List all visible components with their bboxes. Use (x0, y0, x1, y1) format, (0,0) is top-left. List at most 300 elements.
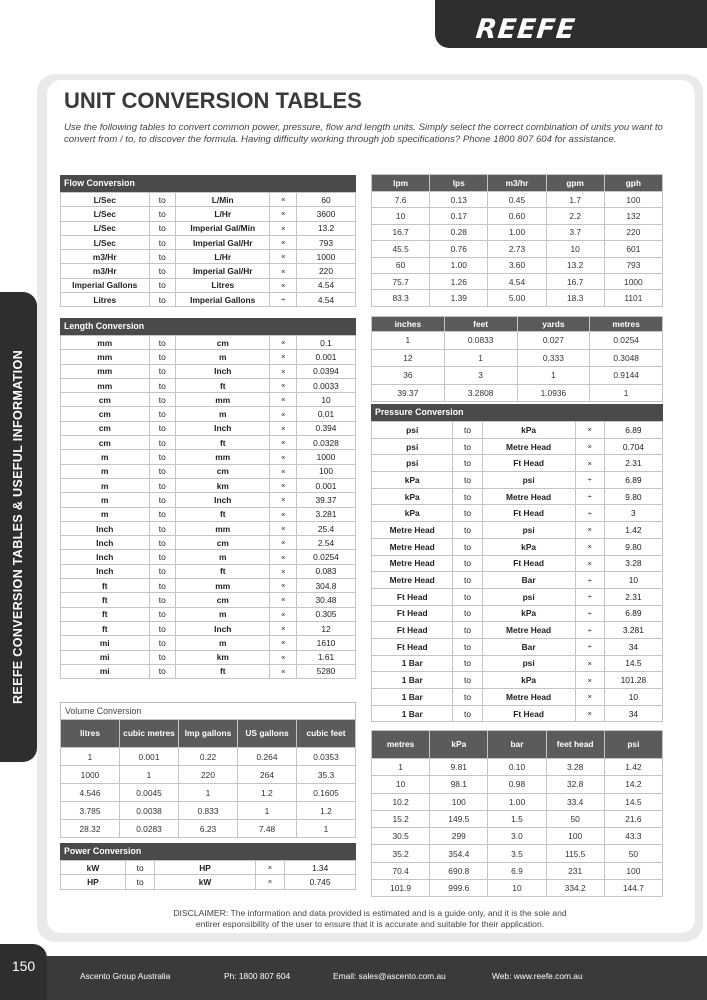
length-conversion-to-word: to (149, 507, 176, 521)
flow-conversion-to-word: to (149, 278, 176, 292)
pressure-conversion-operator: × (575, 538, 604, 555)
power-conversion-from-unit: HP (61, 875, 126, 889)
length-conversion-from-unit: m (61, 507, 150, 521)
page-number: 150 (0, 944, 47, 1000)
length-conversion-to-unit: cm (176, 536, 270, 550)
pressure-equivalents-cell: 3.28 (546, 759, 604, 776)
flow-conversion-to-unit: Litres (176, 278, 270, 292)
length-conversion-to-word: to (149, 364, 176, 378)
pressure-conversion-to-unit: kPa (482, 605, 575, 622)
flow-conversion-to-unit: Imperial Gal/Hr (176, 235, 270, 249)
length-equivalents-cell: 1 (444, 349, 517, 367)
pressure-conversion-to-unit: Bar (482, 638, 575, 655)
length-conversion-operator: × (270, 507, 297, 521)
pressure-equivalents-cell: 334.2 (546, 880, 604, 897)
length-conversion-row (61, 336, 356, 350)
volume-conversion-cell: 0.0283 (120, 820, 179, 838)
length-conversion-row (61, 436, 356, 450)
pressure-conversion-row (372, 638, 663, 655)
pressure-conversion-to-unit: Metre Head (482, 488, 575, 505)
pressure-equivalents-cell: 30.5 (372, 828, 430, 845)
length-conversion-operator: × (270, 336, 297, 350)
pressure-conversion-operator: × (575, 438, 604, 455)
pressure-conversion-to-word: to (453, 638, 482, 655)
length-conversion-factor: 25.4 (296, 521, 355, 535)
power-conversion-to-word: to (125, 875, 155, 889)
length-conversion-factor: 0.394 (296, 421, 355, 435)
flow-rate-equivalents-cell: 0.28 (430, 224, 488, 240)
pressure-conversion-to-unit: Ft Head (482, 555, 575, 572)
length-equivalents-cell: 0.027 (517, 332, 590, 350)
pressure-equivalents-cell: 299 (430, 828, 488, 845)
power-conversion-row (61, 861, 356, 875)
length-conversion-operator: × (270, 579, 297, 593)
pressure-equivalents-cell: 33.4 (546, 793, 604, 810)
length-conversion-to-unit: mm (176, 450, 270, 464)
pressure-conversion-row (372, 505, 663, 522)
length-conversion-from-unit: mm (61, 350, 150, 364)
length-equivalents-cell: 1 (590, 384, 663, 402)
length-conversion-row (61, 378, 356, 392)
length-conversion-to-word: to (149, 664, 176, 678)
pressure-equivalents-cell: 70.4 (372, 862, 430, 879)
power-conversion-from-unit: kW (61, 861, 126, 875)
pressure-conversion-operator: ÷ (575, 472, 604, 489)
length-conversion-factor: 12 (296, 621, 355, 635)
flow-conversion-row (61, 250, 356, 264)
volume-conversion-cell: 1 (179, 784, 238, 802)
length-conversion-factor: 1.61 (296, 650, 355, 664)
flow-rate-equivalents-cell: 220 (604, 224, 662, 240)
length-conversion-row (61, 364, 356, 378)
length-conversion-factor: 1610 (296, 636, 355, 650)
length-conversion-operator: × (270, 621, 297, 635)
pressure-conversion-factor: 3.28 (604, 555, 662, 572)
length-conversion-from-unit: ft (61, 607, 150, 621)
flow-conversion-to-word: to (149, 293, 176, 307)
pressure-conversion-to-unit: Metre Head (482, 689, 575, 706)
pressure-conversion-from-unit: psi (372, 422, 453, 439)
pressure-conversion-to-unit: Ft Head (482, 705, 575, 722)
pressure-equivalents-table (371, 730, 663, 897)
flow-conversion-section (60, 175, 356, 307)
power-conversion-factor: 1.34 (285, 861, 356, 875)
flow-conversion-operator: × (270, 235, 297, 249)
length-conversion-factor: 10 (296, 393, 355, 407)
volume-conversion-cell: 0.1605 (297, 784, 356, 802)
reefe-logo: REEFE (474, 14, 578, 45)
length-conversion-operator: × (270, 636, 297, 650)
pressure-conversion-factor: 34 (604, 705, 662, 722)
pressure-equivalents-cell: 149.5 (430, 810, 488, 827)
pressure-equivalents-cell: 1.5 (488, 810, 546, 827)
flow-rate-equivalents-column-header: lpm (372, 175, 430, 192)
pressure-conversion-to-word: to (453, 455, 482, 472)
length-conversion-from-unit: ft (61, 621, 150, 635)
length-conversion-operator: × (270, 407, 297, 421)
flow-rate-equivalents-cell: 793 (604, 257, 662, 273)
pressure-equivalents-cell: 0.10 (488, 759, 546, 776)
pressure-equivalents-column-header: bar (488, 731, 546, 759)
volume-conversion-cell: 0.0045 (120, 784, 179, 802)
length-conversion-to-unit: mm (176, 579, 270, 593)
pressure-conversion-to-unit: psi (482, 655, 575, 672)
volume-conversion-cell: 264 (238, 766, 297, 784)
flow-conversion-factor: 1000 (296, 250, 355, 264)
length-conversion-operator: × (270, 493, 297, 507)
pressure-equivalents-cell: 9.81 (430, 759, 488, 776)
length-conversion-from-unit: mi (61, 636, 150, 650)
flow-rate-equivalents-cell: 0.17 (430, 208, 488, 224)
pressure-conversion-operator: ÷ (575, 588, 604, 605)
length-equivalents-row (372, 384, 663, 402)
length-equivalents-cell: 36 (372, 367, 445, 385)
length-equivalents-cell: 39.37 (372, 384, 445, 402)
pressure-conversion-section (371, 404, 663, 722)
pressure-conversion-title: Pressure Conversion (371, 404, 663, 421)
flow-conversion-factor: 4.54 (296, 278, 355, 292)
flow-rate-equivalents-cell: 10 (546, 241, 604, 257)
length-conversion-from-unit: m (61, 464, 150, 478)
flow-rate-equivalents-section (371, 174, 663, 307)
pressure-conversion-operator: ÷ (575, 488, 604, 505)
volume-conversion-cell: 1.2 (238, 784, 297, 802)
flow-conversion-from-unit: L/Sec (61, 207, 150, 221)
pressure-conversion-from-unit: Ft Head (372, 605, 453, 622)
length-conversion-to-word: to (149, 621, 176, 635)
volume-conversion-cell: 35.3 (297, 766, 356, 784)
pressure-equivalents-row (372, 793, 663, 810)
pressure-conversion-to-unit: kPa (482, 538, 575, 555)
length-conversion-factor: 304.8 (296, 579, 355, 593)
length-conversion-factor: 39.37 (296, 493, 355, 507)
flow-rate-equivalents-cell: 16.7 (372, 224, 430, 240)
length-conversion-factor: 0.0033 (296, 378, 355, 392)
length-conversion-row (61, 636, 356, 650)
pressure-equivalents-cell: 3.5 (488, 845, 546, 862)
length-equivalents-section (371, 316, 663, 402)
flow-conversion-row (61, 193, 356, 207)
length-conversion-to-word: to (149, 521, 176, 535)
pressure-conversion-from-unit: Ft Head (372, 588, 453, 605)
pressure-conversion-to-word: to (453, 572, 482, 589)
flow-conversion-to-unit: Imperial Gal/Min (176, 221, 270, 235)
length-conversion-factor: 2.54 (296, 536, 355, 550)
pressure-equivalents-cell: 10.2 (372, 793, 430, 810)
pressure-conversion-operator: × (575, 705, 604, 722)
length-conversion-from-unit: cm (61, 393, 150, 407)
length-conversion-row (61, 521, 356, 535)
volume-conversion-column-header: litres (61, 720, 120, 748)
pressure-conversion-row (372, 538, 663, 555)
volume-conversion-cell: 0.833 (179, 802, 238, 820)
pressure-equivalents-column-header: metres (372, 731, 430, 759)
flow-rate-equivalents-cell: 18.3 (546, 290, 604, 306)
pressure-equivalents-cell: 14.5 (604, 793, 662, 810)
flow-rate-equivalents-row (372, 224, 663, 240)
length-conversion-row (61, 664, 356, 678)
pressure-equivalents-cell: 15.2 (372, 810, 430, 827)
volume-conversion-cell: 0.0038 (120, 802, 179, 820)
volume-conversion-column-header: cubic feet (297, 720, 356, 748)
volume-conversion-cell: 0.001 (120, 748, 179, 766)
flow-rate-equivalents-cell: 2.2 (546, 208, 604, 224)
footer-phone: Ph: 1800 807 604 (224, 971, 291, 981)
flow-conversion-to-unit: L/Min (176, 193, 270, 207)
length-conversion-row (61, 350, 356, 364)
flow-conversion-to-unit: L/Hr (176, 207, 270, 221)
length-conversion-to-word: to (149, 636, 176, 650)
pressure-conversion-from-unit: 1 Bar (372, 689, 453, 706)
length-conversion-to-word: to (149, 564, 176, 578)
flow-conversion-to-unit: L/Hr (176, 250, 270, 264)
pressure-equivalents-row (372, 880, 663, 897)
pressure-conversion-operator: ÷ (575, 572, 604, 589)
length-conversion-operator: × (270, 650, 297, 664)
length-conversion-to-unit: m (176, 350, 270, 364)
pressure-equivalents-cell: 101.9 (372, 880, 430, 897)
pressure-conversion-factor: 0.704 (604, 438, 662, 455)
length-conversion-row (61, 421, 356, 435)
flow-rate-equivalents-column-header: m3/hr (488, 175, 546, 192)
flow-rate-equivalents-cell: 601 (604, 241, 662, 257)
pressure-equivalents-row (372, 810, 663, 827)
flow-conversion-operator: × (270, 193, 297, 207)
length-conversion-to-unit: ft (176, 564, 270, 578)
pressure-equivalents-cell: 10 (372, 776, 430, 793)
length-conversion-operator: × (270, 664, 297, 678)
length-conversion-to-unit: Inch (176, 621, 270, 635)
flow-rate-equivalents-cell: 4.54 (488, 273, 546, 289)
length-equivalents-row (372, 349, 663, 367)
pressure-conversion-factor: 10 (604, 689, 662, 706)
footer-bar (47, 956, 707, 1000)
flow-rate-equivalents-cell: 2.73 (488, 241, 546, 257)
pressure-equivalents-cell: 3.0 (488, 828, 546, 845)
pressure-conversion-row (372, 655, 663, 672)
flow-conversion-row (61, 293, 356, 307)
pressure-conversion-from-unit: kPa (372, 472, 453, 489)
length-conversion-row (61, 478, 356, 492)
pressure-conversion-to-unit: Bar (482, 572, 575, 589)
length-conversion-factor: 0.001 (296, 478, 355, 492)
length-conversion-to-word: to (149, 536, 176, 550)
pressure-equivalents-cell: 100 (546, 828, 604, 845)
volume-conversion-title: Volume Conversion (60, 702, 356, 719)
length-equivalents-cell: 1 (372, 332, 445, 350)
length-conversion-to-word: to (149, 464, 176, 478)
disclaimer-text: DISCLAIMER: The information and data provided is estimated and is a guide only, and it is the sole and entirer esponsibility of the user to ensure that it is accurate and suitable for their application. (173, 908, 567, 930)
pressure-conversion-from-unit: kPa (372, 505, 453, 522)
length-conversion-to-unit: Inch (176, 421, 270, 435)
pressure-conversion-from-unit: psi (372, 455, 453, 472)
length-conversion-operator: × (270, 364, 297, 378)
volume-conversion-cell: 1000 (61, 766, 120, 784)
pressure-conversion-operator: ÷ (575, 605, 604, 622)
flow-rate-equivalents-cell: 132 (604, 208, 662, 224)
pressure-equivalents-cell: 35.2 (372, 845, 430, 862)
pressure-conversion-to-word: to (453, 588, 482, 605)
pressure-conversion-row (372, 622, 663, 639)
pressure-conversion-from-unit: psi (372, 438, 453, 455)
length-conversion-to-unit: m (176, 636, 270, 650)
flow-conversion-table (60, 192, 356, 307)
length-conversion-to-unit: km (176, 650, 270, 664)
volume-conversion-cell: 0.22 (179, 748, 238, 766)
length-conversion-operator: × (270, 593, 297, 607)
flow-rate-equivalents-row (372, 273, 663, 289)
length-conversion-to-word: to (149, 593, 176, 607)
length-conversion-factor: 30.48 (296, 593, 355, 607)
length-conversion-to-word: to (149, 393, 176, 407)
length-conversion-from-unit: cm (61, 421, 150, 435)
flow-conversion-to-word: to (149, 193, 176, 207)
length-conversion-to-word: to (149, 579, 176, 593)
flow-conversion-operator: × (270, 264, 297, 278)
pressure-conversion-to-unit: kPa (482, 672, 575, 689)
pressure-conversion-to-word: to (453, 438, 482, 455)
length-conversion-to-unit: m (176, 550, 270, 564)
length-equivalents-column-header: feet (444, 317, 517, 332)
pressure-conversion-to-word: to (453, 488, 482, 505)
length-conversion-row (61, 621, 356, 635)
length-conversion-factor: 5280 (296, 664, 355, 678)
pressure-conversion-to-word: to (453, 622, 482, 639)
pressure-conversion-factor: 14.5 (604, 655, 662, 672)
pressure-conversion-row (372, 555, 663, 572)
pressure-conversion-from-unit: 1 Bar (372, 655, 453, 672)
flow-rate-equivalents-cell: 1.7 (546, 192, 604, 208)
length-conversion-from-unit: mm (61, 378, 150, 392)
power-conversion-title: Power Conversion (60, 843, 356, 860)
length-conversion-operator: × (270, 350, 297, 364)
flow-conversion-operator: ÷ (270, 293, 297, 307)
length-conversion-operator: × (270, 378, 297, 392)
pressure-equivalents-cell: 98.1 (430, 776, 488, 793)
length-conversion-operator: × (270, 421, 297, 435)
pressure-equivalents-cell: 1.42 (604, 759, 662, 776)
length-conversion-operator: × (270, 550, 297, 564)
pressure-conversion-operator: × (575, 422, 604, 439)
footer-email: Email: sales@ascento.com.au (333, 971, 446, 981)
length-conversion-to-unit: cm (176, 336, 270, 350)
flow-conversion-factor: 3600 (296, 207, 355, 221)
flow-rate-equivalents-cell: 16.7 (546, 273, 604, 289)
length-conversion-to-word: to (149, 607, 176, 621)
flow-rate-equivalents-row (372, 241, 663, 257)
flow-conversion-to-word: to (149, 264, 176, 278)
flow-rate-equivalents-table (371, 174, 663, 307)
length-equivalents-row (372, 367, 663, 385)
flow-conversion-from-unit: L/Sec (61, 221, 150, 235)
pressure-conversion-row (372, 422, 663, 439)
volume-conversion-cell: 7.48 (238, 820, 297, 838)
length-equivalents-cell: 0.0254 (590, 332, 663, 350)
pressure-conversion-row (372, 472, 663, 489)
flow-rate-equivalents-row (372, 208, 663, 224)
pressure-conversion-factor: 9.80 (604, 488, 662, 505)
volume-conversion-column-header: Imp gallons (179, 720, 238, 748)
pressure-equivalents-column-header: feet head (546, 731, 604, 759)
flow-rate-equivalents-row (372, 192, 663, 208)
flow-rate-equivalents-cell: 13.2 (546, 257, 604, 273)
length-conversion-factor: 100 (296, 464, 355, 478)
flow-rate-equivalents-cell: 1.39 (430, 290, 488, 306)
pressure-conversion-factor: 9.80 (604, 538, 662, 555)
length-conversion-to-word: to (149, 336, 176, 350)
pressure-equivalents-row (372, 828, 663, 845)
pressure-conversion-factor: 10 (604, 572, 662, 589)
flow-conversion-row (61, 207, 356, 221)
length-conversion-from-unit: ft (61, 579, 150, 593)
length-conversion-operator: × (270, 478, 297, 492)
flow-conversion-to-word: to (149, 235, 176, 249)
length-conversion-row (61, 464, 356, 478)
flow-rate-equivalents-column-header: lps (430, 175, 488, 192)
length-conversion-to-unit: m (176, 607, 270, 621)
length-equivalents-cell: 0.0833 (444, 332, 517, 350)
volume-conversion-cell: 0.264 (238, 748, 297, 766)
pressure-conversion-to-unit: Ft Head (482, 455, 575, 472)
length-conversion-to-word: to (149, 478, 176, 492)
pressure-conversion-table (371, 421, 663, 722)
pressure-equivalents-cell: 1 (372, 759, 430, 776)
pressure-conversion-to-word: to (453, 672, 482, 689)
pressure-conversion-factor: 101.28 (604, 672, 662, 689)
length-conversion-to-word: to (149, 436, 176, 450)
length-conversion-operator: × (270, 393, 297, 407)
flow-conversion-to-word: to (149, 207, 176, 221)
length-conversion-row (61, 407, 356, 421)
pressure-conversion-operator: ÷ (575, 505, 604, 522)
pressure-conversion-factor: 3 (604, 505, 662, 522)
intro-text: Use the following tables to convert common power, pressure, flow and length units. Simply select the correct combination of units you want to convert from / to, to discover the formula. Having difficulty working through job specifications? Phone 1800 807 604 for assistance. (64, 122, 663, 146)
power-conversion-factor: 0.745 (285, 875, 356, 889)
flow-conversion-factor: 793 (296, 235, 355, 249)
length-conversion-to-word: to (149, 493, 176, 507)
flow-conversion-operator: × (270, 207, 297, 221)
pressure-equivalents-cell: 10 (488, 880, 546, 897)
flow-rate-equivalents-cell: 3.60 (488, 257, 546, 273)
pressure-conversion-operator: × (575, 689, 604, 706)
pressure-conversion-row (372, 605, 663, 622)
length-conversion-title: Length Conversion (60, 318, 356, 335)
pressure-conversion-factor: 3.281 (604, 622, 662, 639)
pressure-equivalents-cell: 6.9 (488, 862, 546, 879)
pressure-conversion-to-word: to (453, 522, 482, 539)
pressure-conversion-to-unit: kPa (482, 422, 575, 439)
length-conversion-row (61, 507, 356, 521)
volume-conversion-cell: 1 (120, 766, 179, 784)
pressure-conversion-operator: × (575, 672, 604, 689)
pressure-conversion-from-unit: Ft Head (372, 638, 453, 655)
length-conversion-to-word: to (149, 378, 176, 392)
pressure-conversion-to-unit: psi (482, 522, 575, 539)
flow-conversion-row (61, 278, 356, 292)
pressure-equivalents-cell: 32.8 (546, 776, 604, 793)
length-conversion-factor: 0.305 (296, 607, 355, 621)
length-conversion-table (60, 335, 356, 679)
length-conversion-factor: 0.1 (296, 336, 355, 350)
volume-conversion-cell: 4.546 (61, 784, 120, 802)
length-conversion-from-unit: ft (61, 593, 150, 607)
flow-rate-equivalents-cell: 7.6 (372, 192, 430, 208)
pressure-equivalents-cell: 0.98 (488, 776, 546, 793)
flow-rate-equivalents-cell: 75.7 (372, 273, 430, 289)
length-conversion-to-unit: cm (176, 464, 270, 478)
pressure-conversion-factor: 6.89 (604, 422, 662, 439)
power-conversion-operator: × (255, 861, 285, 875)
